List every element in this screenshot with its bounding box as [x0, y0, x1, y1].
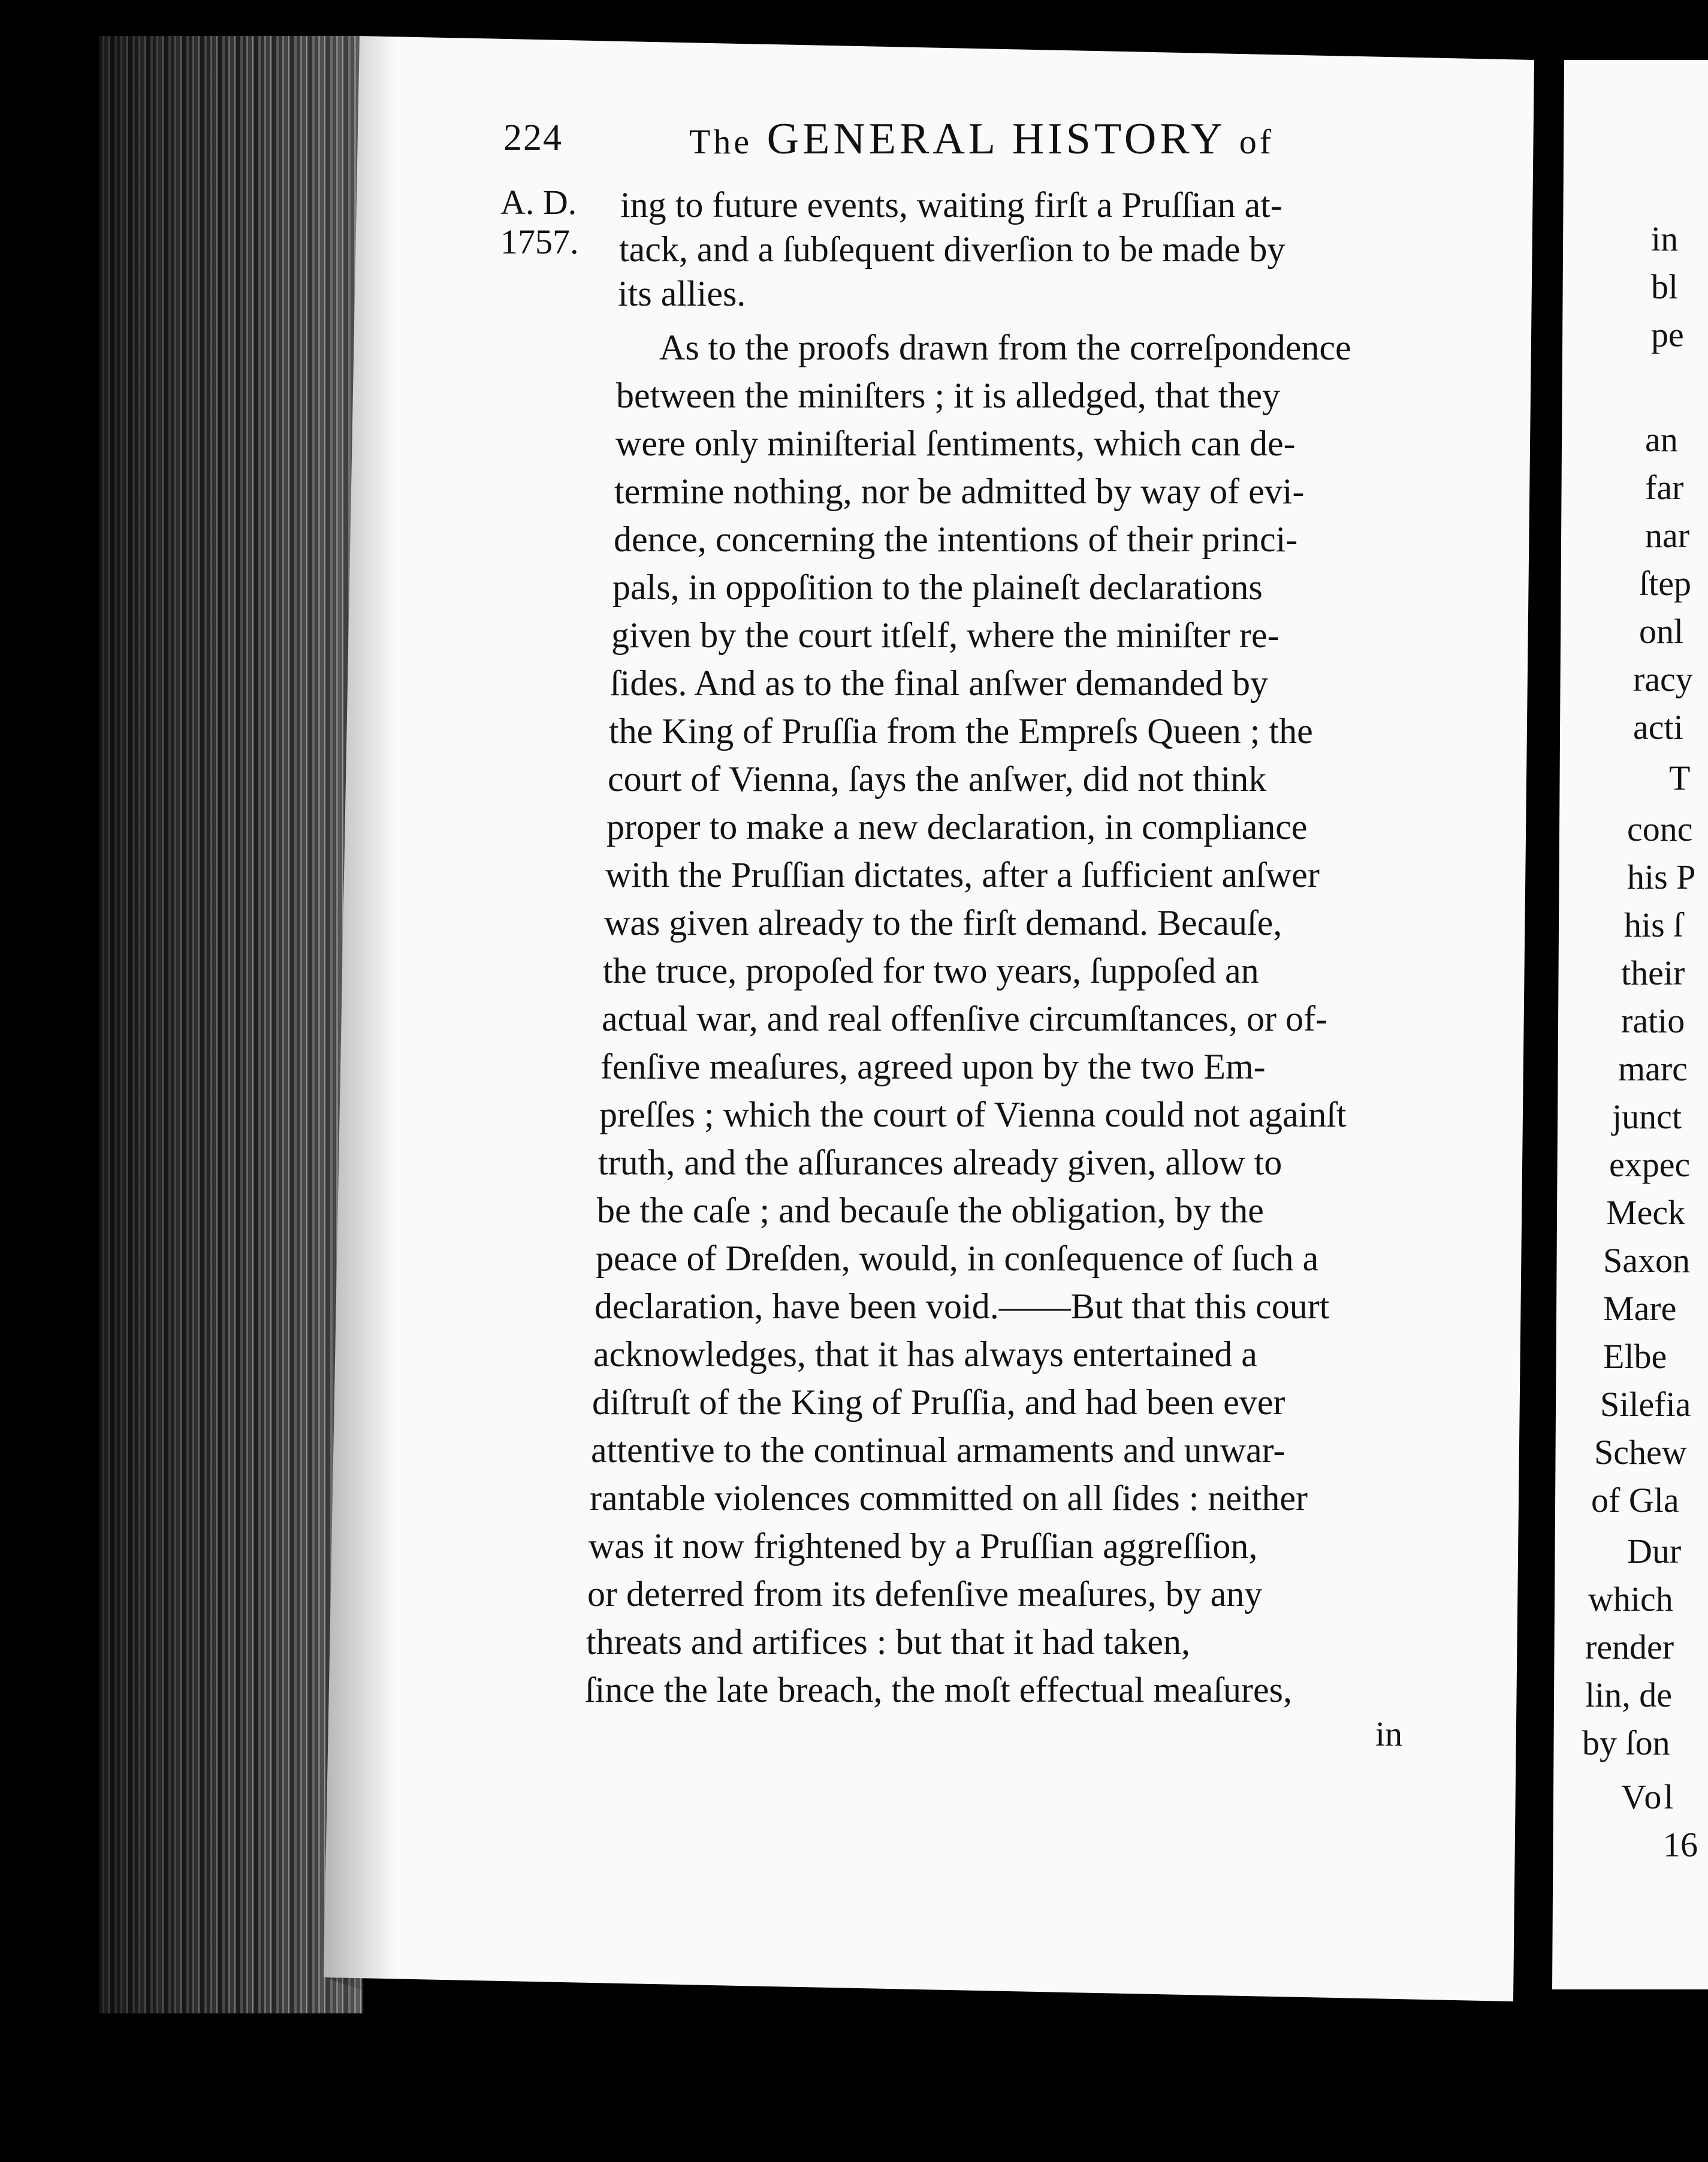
book-page-edges: [99, 36, 363, 2013]
body-line: the truce, propoſed for two years, ſuppoſed an: [603, 951, 1259, 991]
right-page-fragment: Silefia: [1600, 1385, 1691, 1424]
body-line: was given already to the firſt demand. Becauſe,: [604, 903, 1282, 943]
right-page-fragment: Dur: [1627, 1532, 1682, 1571]
body-line: with the Pruſſian dictates, after a ſufficient anſwer: [605, 855, 1320, 895]
body-line: tack, and a ſubſequent diverſion to be made by: [619, 230, 1285, 269]
right-page-fragment: his P: [1627, 857, 1696, 896]
right-page-fragment: acti: [1633, 708, 1683, 747]
right-page-fragment: conc: [1627, 810, 1693, 849]
body-line: the King of Pruſſia from the Empreſs Queen ; the: [609, 711, 1313, 751]
body-line: acknowledges, that it has always entertained a: [593, 1334, 1257, 1374]
body-line: rantable violences committed on all ſides : neither: [590, 1478, 1308, 1518]
body-line: fenſive meaſures, agreed upon by the two Em-: [600, 1047, 1266, 1086]
right-page-fragment: bl: [1651, 267, 1679, 306]
right-page-fragment: onl: [1639, 612, 1684, 651]
body-line: or deterred from its defenſive meaſures, by any: [587, 1574, 1263, 1614]
right-page-fragment: pe: [1651, 315, 1684, 354]
title-main: GENERAL HISTORY: [767, 114, 1225, 164]
body-line: dence, concerning the intentions of their princi-: [614, 520, 1298, 559]
body-line: ing to future events, waiting firſt a Pruſſian at-: [620, 185, 1282, 225]
body-line: ſince the late breach, the moſt effectual meaſures,: [585, 1670, 1292, 1710]
right-page-fragment: far: [1645, 468, 1684, 507]
right-page-fragment: nar: [1645, 516, 1690, 555]
body-line: diſtruſt of the King of Pruſſia, and had been ever: [592, 1382, 1285, 1422]
running-title: [689, 114, 1274, 165]
right-page-fragment: Vol: [1621, 1777, 1676, 1816]
body-line: declaration, have been void.——But that this court: [595, 1287, 1330, 1326]
body-line: be the caſe ; and becauſe the obligation, by the: [597, 1191, 1264, 1230]
right-page-fragment: their: [1621, 953, 1685, 992]
body-line: termine nothing, nor be admitted by way of evi-: [614, 472, 1305, 511]
right-page-fragment: racy: [1633, 660, 1693, 699]
body-line: preſſes ; which the court of Vienna could not againſt: [599, 1095, 1347, 1134]
right-page-fragment: in: [1651, 219, 1679, 258]
right-page-fragment: Saxon: [1603, 1241, 1690, 1280]
margin-date: [500, 183, 579, 262]
body-line: As to the proofs drawn from the correſpondence: [659, 328, 1351, 367]
body-line: pals, in oppoſition to the plaineſt declarations: [612, 567, 1263, 607]
body-line: actual war, and real offenſive circumſtances, or of-: [602, 999, 1327, 1038]
right-page-fragment: his ſ: [1624, 905, 1683, 944]
body-line: given by the court itſelf, where the miniſter re-: [611, 615, 1280, 655]
title-prefix: The: [689, 122, 753, 161]
body-line: its allies.: [618, 274, 746, 313]
title-suffix: of: [1239, 122, 1275, 161]
page-number: 224: [503, 117, 563, 158]
margin-date-year: 1757.: [500, 222, 579, 261]
body-line: ſides. And as to the final anſwer demanded by: [610, 663, 1269, 703]
right-page-fragment: an: [1645, 420, 1678, 459]
body-line: were only miniſterial ſentiments, which can de-: [615, 424, 1296, 463]
body-line: court of Vienna, ſays the anſwer, did not think: [608, 759, 1267, 799]
body-line: attentive to the continual armaments and unwar-: [591, 1430, 1285, 1470]
right-page-fragment: ſtep: [1639, 564, 1691, 603]
right-page-fragment: 16: [1663, 1825, 1698, 1864]
right-page-fragment: render: [1585, 1627, 1674, 1666]
right-page-fragment: Meck: [1606, 1193, 1686, 1232]
right-page-fragment: which: [1588, 1580, 1673, 1619]
body-line: peace of Dreſden, would, in conſequence of ſuch a: [596, 1239, 1319, 1278]
right-page-fragment: junct: [1612, 1097, 1682, 1136]
right-page-fragment: lin, de: [1585, 1675, 1672, 1714]
body-line: proper to make a new declaration, in compliance: [606, 807, 1308, 847]
catchword: in: [1375, 1714, 1403, 1753]
margin-date-ad: A. D.: [500, 183, 577, 222]
body-line: was it now frightened by a Pruſſian aggreſſion,: [589, 1526, 1258, 1566]
right-page-fragment: by ſon: [1582, 1723, 1670, 1762]
right-page-fragment: ratio: [1621, 1001, 1685, 1040]
body-line: threats and artifices : but that it had taken,: [586, 1622, 1190, 1662]
right-page-fragment: of Gla: [1591, 1481, 1679, 1520]
right-page-fragment: marc: [1618, 1049, 1688, 1088]
body-line: between the miniſters ; it is alledged, that they: [616, 376, 1281, 415]
right-page-fragment: Schew: [1594, 1433, 1687, 1472]
body-line: truth, and the aſſurances already given, allow to: [598, 1143, 1282, 1182]
right-page-fragment: expec: [1609, 1145, 1691, 1184]
right-page-fragment: Mare: [1603, 1289, 1677, 1328]
right-page-fragment: Elbe: [1603, 1337, 1667, 1376]
right-page-fragment: T: [1669, 759, 1691, 798]
